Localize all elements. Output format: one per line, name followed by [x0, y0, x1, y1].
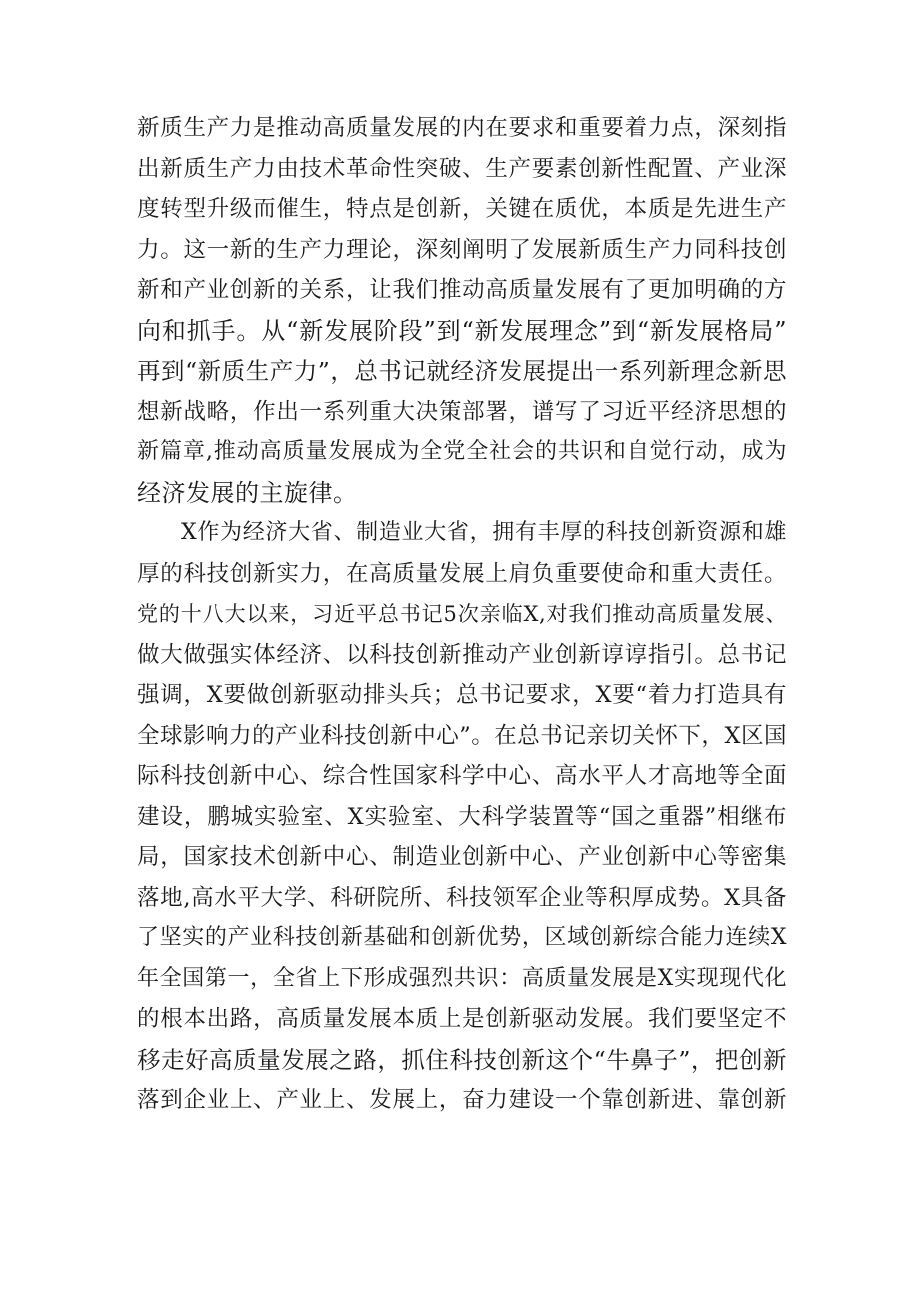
document-body [137, 108, 787, 1121]
paragraph-line: 厚的科技创新实力，在高质量发展上肩负重要使命和重大责任。 [137, 560, 787, 587]
paragraph-line: 力。这一新的生产力理论，深刻阐明了发展新质生产力同科技创 [137, 236, 787, 263]
paragraph-line: 的根本出路，高质量发展本质上是创新驱动发展。我们要坚定不 [137, 1006, 787, 1032]
paragraph-line: 全球影响力的产业科技创新中心”。在总书记亲切关怀下，X区国 [137, 722, 787, 749]
paragraph-line: 局，国家技术创新中心、制造业创新中心、产业创新中心等密集 [137, 844, 787, 870]
paragraph-2 [137, 513, 787, 1121]
paragraph-line: 年全国第一，全省上下形成强烈共识：高质量发展是X实现现代化 [137, 965, 787, 991]
paragraph-line: 党的十八大以来，习近平总书记5次亲临X,对我们推动高质量发展、 [137, 602, 787, 626]
paragraph-1 [137, 108, 787, 513]
paragraph-line: 强调，X要做创新驱动排头兵；总书记要求，X要“着力打造具有 [137, 682, 787, 708]
paragraph-line: 想新战略，作出一系列重大决策部署，谱写了习近平经济思想的 [137, 398, 787, 425]
paragraph-line: 做大做强实体经济、以科技创新推动产业创新谆谆指引。总书记 [137, 641, 787, 668]
paragraph-line: 新篇章,推动高质量发展成为全党全社会的共识和自觉行动，成为 [137, 439, 787, 464]
paragraph-line: 落地,高水平大学、科研院所、科技领军企业等积厚成势。X具备 [137, 884, 787, 911]
paragraph-line: 移走好高质量发展之路，抓住科技创新这个“牛鼻子”，把创新 [137, 1045, 787, 1074]
paragraph-line: 际科技创新中心、综合性国家科学中心、高水平人才高地等全面 [137, 763, 787, 789]
paragraph-line: 再到“新质生产力”，总书记就经济发展提出一系列新理念新思 [137, 357, 787, 385]
paragraph-line: 向和抓手。从“新发展阶段”到“新发展理念”到“新发展格局” [137, 316, 787, 345]
paragraph-line: X作为经济大省、制造业大省，拥有丰厚的科技创新资源和雄 [181, 520, 787, 545]
paragraph-line: 了坚实的产业科技创新基础和创新优势，区域创新综合能力连续X [137, 925, 787, 950]
paragraph-line: 经济发展的主旋律。 [137, 478, 358, 507]
paragraph-line: 落到企业上、产业上、发展上，奋力建设一个靠创新进、靠创新 [137, 1087, 787, 1113]
paragraph-line: 新质生产力是推动高质量发展的内在要求和重要着力点，深刻指 [137, 115, 787, 141]
paragraph-line: 度转型升级而催生，特点是创新，关键在质优，本质是先进生产 [137, 196, 787, 222]
paragraph-line: 建设，鹏城实验室、X实验室、大科学装置等“国之重器”相继布 [137, 803, 787, 830]
paragraph-line: 新和产业创新的关系，让我们推动高质量发展有了更加明确的方 [137, 277, 787, 303]
paragraph-line: 出新质生产力由技术革命性突破、生产要素创新性配置、产业深 [137, 155, 787, 182]
